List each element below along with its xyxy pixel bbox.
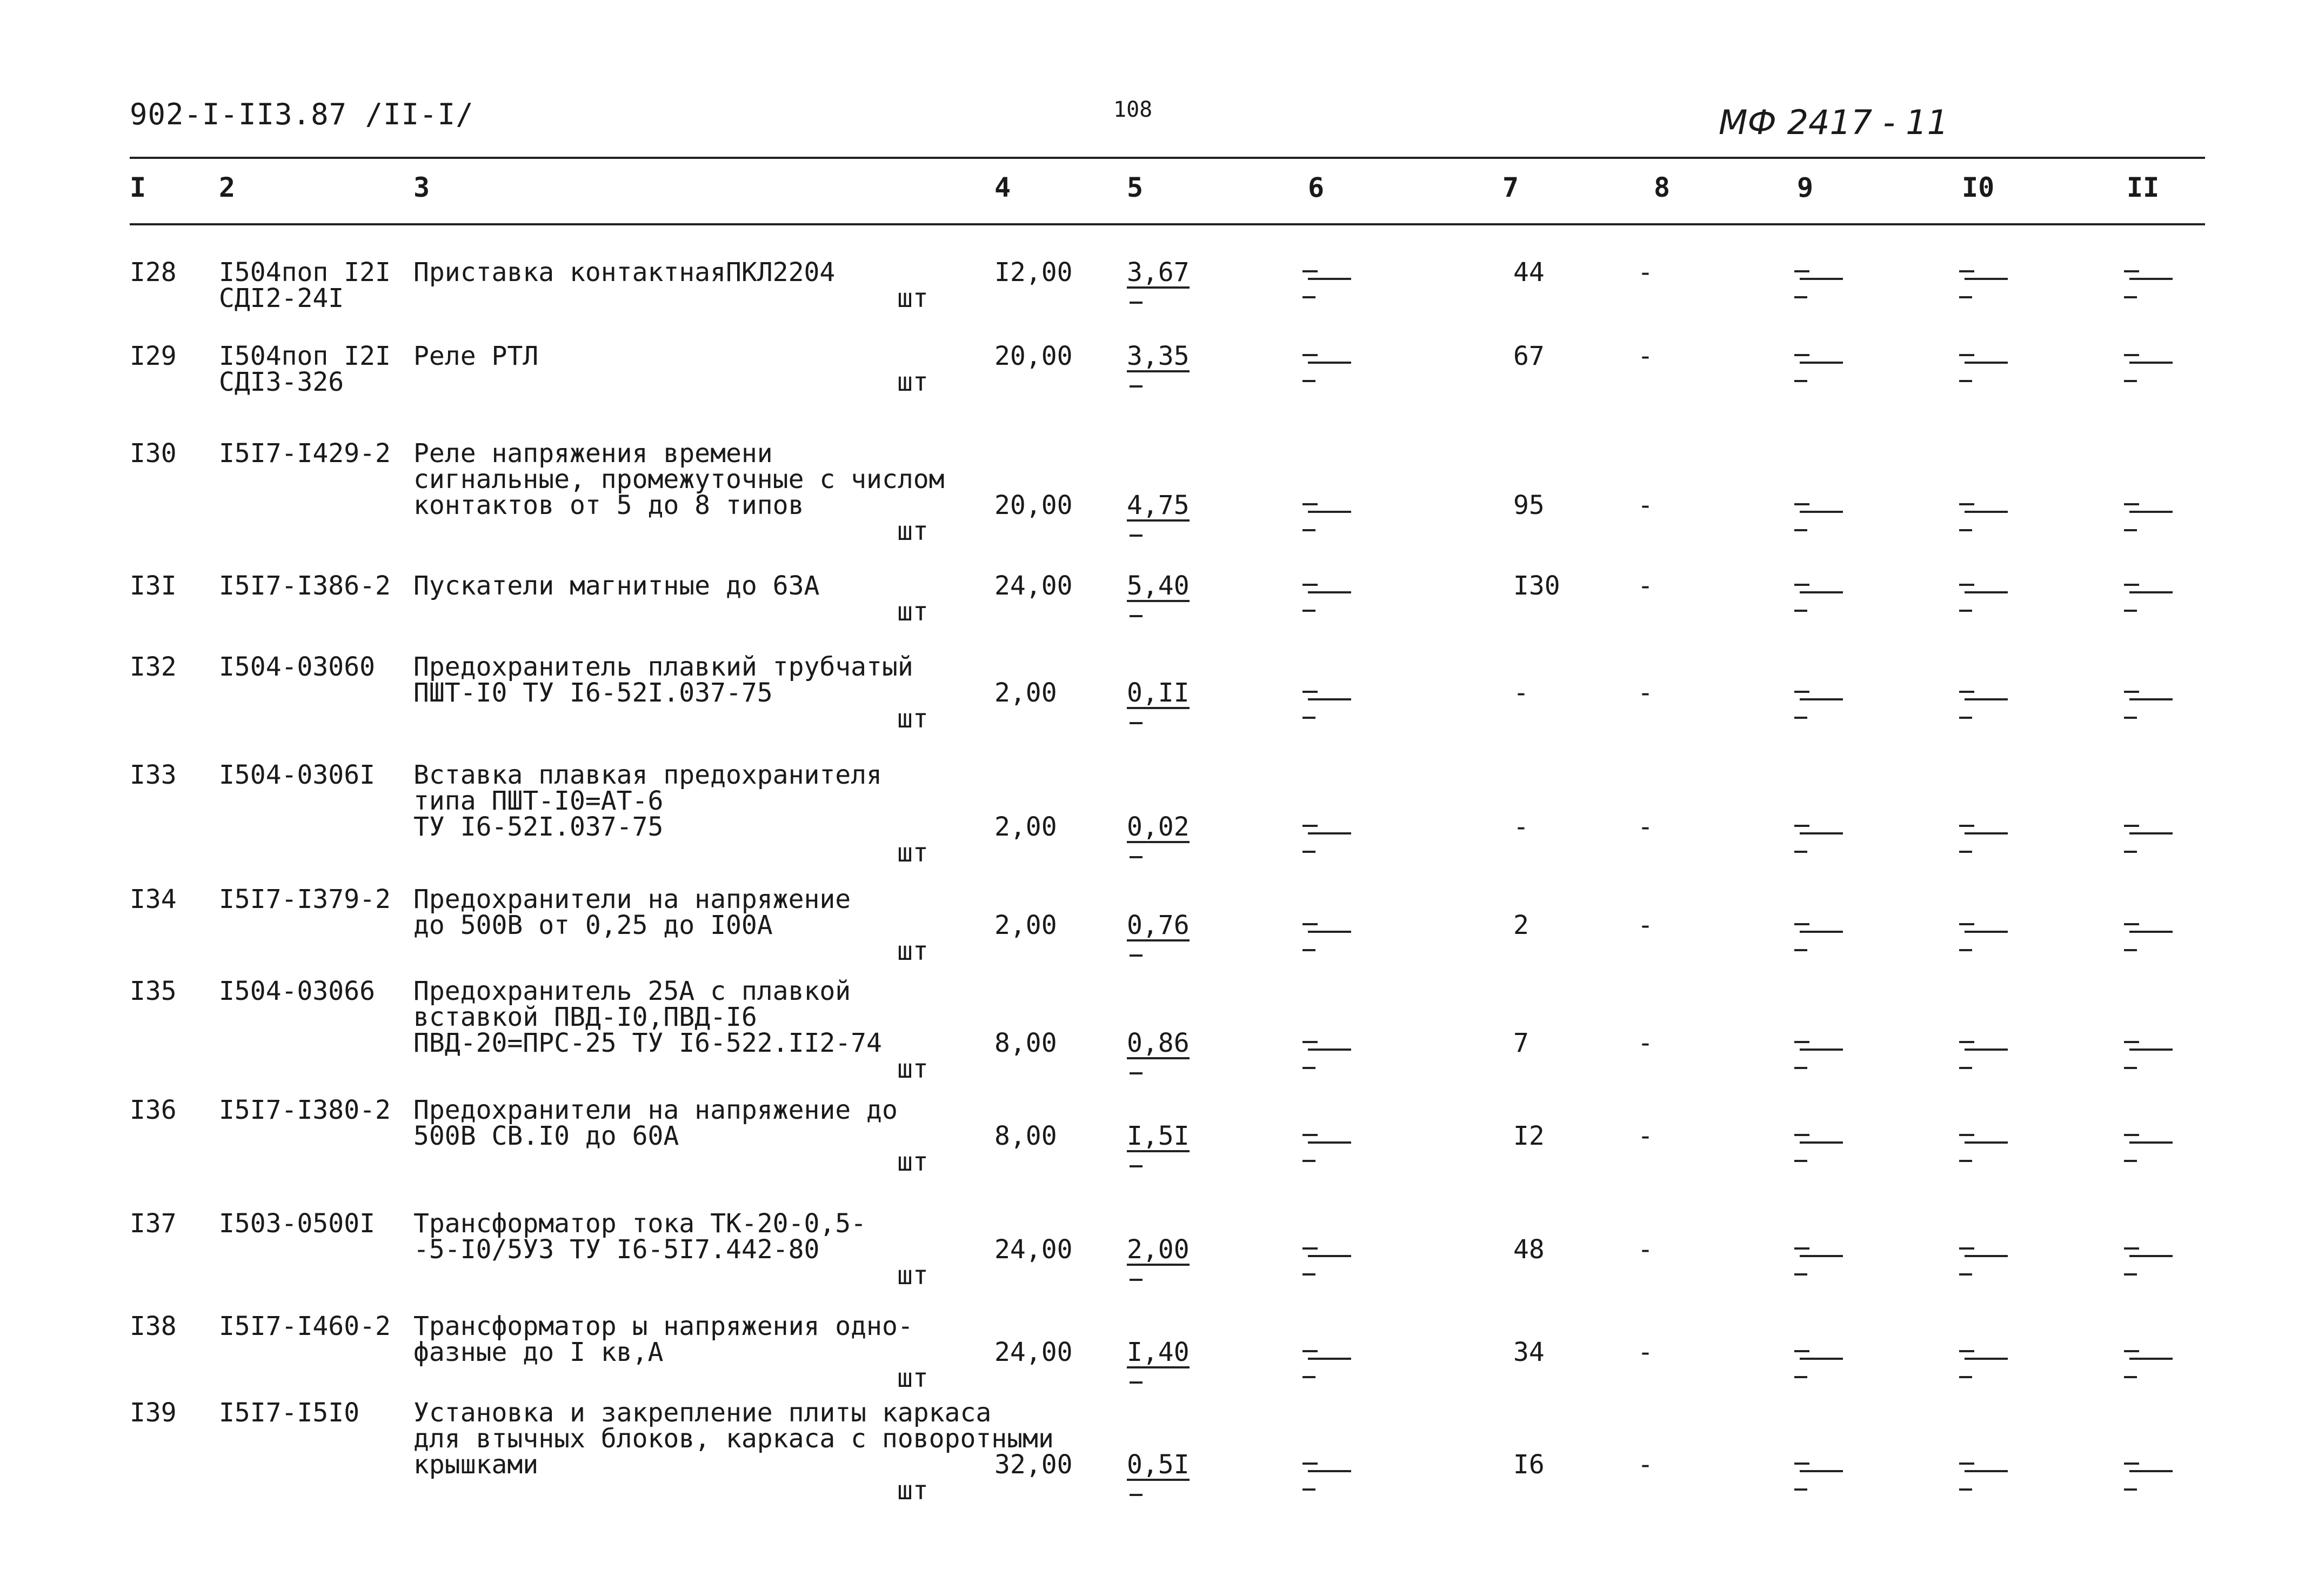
col7-value: - [1513, 812, 1529, 842]
price-subdash [1130, 722, 1143, 724]
column-header-9: 9 [1797, 172, 1814, 203]
col11-dash-mark-sub [2124, 949, 2137, 951]
col10-dash-mark-line [1965, 591, 2008, 593]
col11-dash-mark-sub [2124, 610, 2137, 612]
price-value: 3,35 [1127, 341, 1190, 371]
item-code: I504поп I2I СДI2-24I [219, 257, 391, 313]
col9-dash-mark-sub [1794, 851, 1807, 853]
col10-dash-mark-sub [1959, 1488, 1972, 1491]
col6-dash-mark-sub [1302, 610, 1315, 612]
col9-dash-mark [1794, 825, 1809, 827]
col6-dash-mark-line [1308, 362, 1351, 364]
col10-dash-mark-line [1965, 1470, 2008, 1472]
col10-dash-mark-line [1965, 1358, 2008, 1360]
col6-dash-mark-line [1308, 1255, 1351, 1257]
column-header-2: 2 [219, 172, 236, 203]
row-number: I33 [130, 760, 177, 790]
col11-dash-mark [2124, 354, 2139, 356]
col9-dash-mark-line [1800, 1141, 1843, 1144]
col9-dash-mark-sub [1794, 380, 1807, 382]
col7-value: 95 [1513, 490, 1545, 520]
col11-dash-mark-line [2129, 1141, 2173, 1144]
col6-dash-mark-line [1308, 278, 1351, 280]
col9-dash-mark-sub [1794, 1067, 1807, 1069]
row-number: I30 [130, 438, 177, 469]
item-code: I504-03060 [219, 652, 375, 682]
col11-dash-mark-line [2129, 832, 2173, 834]
row-number: I38 [130, 1311, 177, 1341]
col11-dash-mark [2124, 825, 2139, 827]
unit-label: шт [897, 516, 928, 546]
column-header-1: I [130, 172, 146, 203]
price-value: 5,40 [1127, 571, 1190, 601]
col11-dash-mark [2124, 1134, 2139, 1136]
col11-dash-mark-line [2129, 278, 2173, 280]
col10-dash-mark-sub [1959, 851, 1972, 853]
item-code: I5I7-I386-2 [219, 571, 391, 601]
row-number: I39 [130, 1398, 177, 1428]
col9-dash-mark [1794, 1134, 1809, 1136]
price-value: 0,76 [1127, 910, 1190, 940]
doc-code: 902-I-II3.87 /II-I/ [130, 97, 474, 131]
col11-dash-mark [2124, 503, 2139, 505]
col6-dash-mark [1302, 584, 1318, 586]
col10-dash-mark [1959, 1247, 1974, 1250]
unit-label: шт [897, 936, 928, 966]
item-description: Пускатели магнитные до 63А [413, 571, 820, 601]
col10-dash-mark [1959, 270, 1974, 272]
col8-dash: - [1638, 571, 1653, 601]
col10-dash-mark-sub [1959, 717, 1972, 719]
col10-dash-mark-line [1965, 832, 2008, 834]
price-value: 3,67 [1127, 257, 1190, 288]
col11-dash-mark [2124, 584, 2139, 586]
unit-label: шт [897, 1260, 928, 1291]
item-description: Реле РТЛ [413, 341, 539, 371]
item-description: Предохранители на напряжение до 500В от 0,25 до I00А [413, 884, 851, 940]
quantity-value: 8,00 [994, 1121, 1057, 1151]
col11-dash-mark-sub [2124, 1488, 2137, 1491]
price-subdash [1130, 1072, 1143, 1074]
col10-dash-mark [1959, 923, 1974, 925]
col9-dash-mark [1794, 1350, 1809, 1352]
col9-dash-mark-sub [1794, 1273, 1807, 1276]
column-header-6: 6 [1308, 172, 1325, 203]
col9-dash-mark [1794, 354, 1809, 356]
item-code: I5I7-I429-2 [219, 438, 391, 469]
item-description: Предохранитель 25А с плавкой вставкой ПВД-I0,ПВД-I6 ПВД-20=ПРС-25 ТУ I6-522.II2-74 [413, 976, 882, 1058]
col7-value: 48 [1513, 1234, 1545, 1265]
col6-dash-mark-sub [1302, 717, 1315, 719]
col10-dash-mark-line [1965, 931, 2008, 933]
price-value: 2,00 [1127, 1234, 1190, 1265]
col11-dash-mark-line [2129, 511, 2173, 513]
col7-value: 44 [1513, 257, 1545, 288]
col11-dash-mark-line [2129, 1255, 2173, 1257]
col7-value: 7 [1513, 1028, 1529, 1058]
col9-dash-mark [1794, 691, 1809, 693]
item-description: Вставка плавкая предохранителя типа ПШТ-I0=АТ-6 ТУ I6-52I.037-75 [413, 760, 882, 842]
col11-dash-mark-sub [2124, 296, 2137, 298]
unit-label: шт [897, 283, 928, 313]
top-rule [130, 157, 2205, 159]
col9-dash-mark [1794, 923, 1809, 925]
col11-dash-mark [2124, 691, 2139, 693]
col10-dash-mark-line [1965, 511, 2008, 513]
item-code: I5I7-I460-2 [219, 1311, 391, 1341]
col10-dash-mark-sub [1959, 610, 1972, 612]
col8-dash: - [1638, 812, 1653, 842]
col10-dash-mark [1959, 584, 1974, 586]
col11-dash-mark [2124, 1350, 2139, 1352]
col8-dash: - [1638, 678, 1653, 708]
column-header-8: 8 [1654, 172, 1671, 203]
quantity-value: 24,00 [994, 1337, 1073, 1367]
col9-dash-mark [1794, 1463, 1809, 1465]
price-value: 4,75 [1127, 490, 1190, 520]
item-code: I5I7-I5I0 [219, 1398, 360, 1428]
col10-dash-mark [1959, 1463, 1974, 1465]
col9-dash-mark-line [1800, 1470, 1843, 1472]
price-subdash [1130, 1279, 1143, 1281]
col11-dash-mark-line [2129, 362, 2173, 364]
col9-dash-mark-sub [1794, 296, 1807, 298]
item-code: I503-0500I [219, 1208, 375, 1239]
row-number: I3I [130, 571, 177, 601]
col8-dash: - [1638, 910, 1653, 940]
price-value: 0,5I [1127, 1450, 1190, 1480]
col7-value: 67 [1513, 341, 1545, 371]
item-code: I5I7-I380-2 [219, 1095, 391, 1125]
row-number: I34 [130, 884, 177, 914]
item-code: I504-03066 [219, 976, 375, 1006]
col10-dash-mark-sub [1959, 949, 1972, 951]
col11-dash-mark-sub [2124, 1376, 2137, 1378]
col7-value: I2 [1513, 1121, 1545, 1151]
col9-dash-mark [1794, 1041, 1809, 1043]
item-description: Трансформатор тока ТК-20-0,5- -5-I0/5УЗ ТУ I6-5I7.442-80 [413, 1208, 867, 1265]
item-description: Трансформатор ы напряжения одно- фазные до I кв,А [413, 1311, 913, 1367]
col8-dash: - [1638, 1028, 1653, 1058]
col9-dash-mark-sub [1794, 610, 1807, 612]
quantity-value: 20,00 [994, 341, 1073, 371]
col11-dash-mark [2124, 1463, 2139, 1465]
col6-dash-mark-line [1308, 832, 1351, 834]
col8-dash: - [1638, 257, 1653, 288]
col10-dash-mark-line [1965, 1141, 2008, 1144]
row-number: I29 [130, 341, 177, 371]
quantity-value: 2,00 [994, 910, 1057, 940]
col9-dash-mark-sub [1794, 1160, 1807, 1162]
col7-value: 34 [1513, 1337, 1545, 1367]
unit-label: шт [897, 1475, 928, 1506]
col6-dash-mark-line [1308, 591, 1351, 593]
item-description: Предохранители на напряжение до 500В СВ.I0 до 60А [413, 1095, 898, 1151]
col11-dash-mark-line [2129, 698, 2173, 700]
col6-dash-mark-line [1308, 1049, 1351, 1051]
row-number: I37 [130, 1208, 177, 1239]
price-value: 0,02 [1127, 812, 1190, 842]
item-description: Реле напряжения времени сигнальные, промежуточные с числом контактов от 5 до 8 типов [413, 438, 945, 520]
col11-dash-mark [2124, 270, 2139, 272]
col10-dash-mark [1959, 1134, 1974, 1136]
col7-value: 2 [1513, 910, 1529, 940]
price-subdash [1130, 535, 1143, 537]
col9-dash-mark-line [1800, 832, 1843, 834]
col11-dash-mark [2124, 923, 2139, 925]
col11-dash-mark [2124, 1247, 2139, 1250]
row-number: I32 [130, 652, 177, 682]
price-subdash [1130, 1165, 1143, 1167]
price-subdash [1130, 385, 1143, 388]
col6-dash-mark-sub [1302, 851, 1315, 853]
col9-dash-mark-line [1800, 591, 1843, 593]
col8-dash: - [1638, 1450, 1653, 1480]
col6-dash-mark [1302, 1463, 1318, 1465]
row-number: I35 [130, 976, 177, 1006]
col6-dash-mark-sub [1302, 1376, 1315, 1378]
col6-dash-mark [1302, 1247, 1318, 1250]
quantity-value: 24,00 [994, 571, 1073, 601]
row-number: I28 [130, 257, 177, 288]
col10-dash-mark-sub [1959, 1067, 1972, 1069]
price-subdash [1130, 615, 1143, 617]
col11-dash-mark-line [2129, 1049, 2173, 1051]
col6-dash-mark-sub [1302, 949, 1315, 951]
col11-dash-mark-sub [2124, 1160, 2137, 1162]
price-subdash [1130, 1494, 1143, 1496]
column-header-5: 5 [1127, 172, 1144, 203]
col6-dash-mark [1302, 503, 1318, 505]
unit-label: шт [897, 704, 928, 734]
col11-dash-mark-line [2129, 1470, 2173, 1472]
col6-dash-mark-sub [1302, 380, 1315, 382]
col6-dash-mark-line [1308, 698, 1351, 700]
col7-value: I6 [1513, 1450, 1545, 1480]
col10-dash-mark-line [1965, 1255, 2008, 1257]
quantity-value: 2,00 [994, 678, 1057, 708]
col9-dash-mark-sub [1794, 1376, 1807, 1378]
col6-dash-mark-line [1308, 1141, 1351, 1144]
col8-dash: - [1638, 1234, 1653, 1265]
col10-dash-mark [1959, 691, 1974, 693]
price-subdash [1130, 856, 1143, 858]
item-description: Предохранитель плавкий трубчатый ПШТ-I0 ТУ I6-52I.037-75 [413, 652, 913, 708]
col6-dash-mark [1302, 270, 1318, 272]
column-header-3: 3 [413, 172, 430, 203]
col10-dash-mark [1959, 1041, 1974, 1043]
column-header-10: I0 [1962, 172, 1995, 203]
col6-dash-mark [1302, 923, 1318, 925]
price-subdash [1130, 302, 1143, 304]
col10-dash-mark [1959, 503, 1974, 505]
col8-dash: - [1638, 490, 1653, 520]
price-value: 0,II [1127, 678, 1190, 708]
col11-dash-mark-line [2129, 591, 2173, 593]
col6-dash-mark-line [1308, 511, 1351, 513]
col6-dash-mark [1302, 1350, 1318, 1352]
col6-dash-mark-line [1308, 1358, 1351, 1360]
price-subdash [1130, 954, 1143, 957]
col10-dash-mark [1959, 825, 1974, 827]
page-number: 108 [1113, 97, 1153, 122]
col6-dash-mark [1302, 354, 1318, 356]
col8-dash: - [1638, 341, 1653, 371]
col9-dash-mark-line [1800, 511, 1843, 513]
col9-dash-mark [1794, 584, 1809, 586]
col9-dash-mark-sub [1794, 717, 1807, 719]
row-number: I36 [130, 1095, 177, 1125]
col9-dash-mark-line [1800, 278, 1843, 280]
col11-dash-mark-sub [2124, 851, 2137, 853]
col10-dash-mark [1959, 1350, 1974, 1352]
col6-dash-mark [1302, 1041, 1318, 1043]
item-description: Установка и закрепление плиты каркаса для втычных блоков, каркаса с поворотными крышками [413, 1398, 1054, 1480]
col6-dash-mark-sub [1302, 1160, 1315, 1162]
col6-dash-mark-sub [1302, 296, 1315, 298]
col6-dash-mark-sub [1302, 1067, 1315, 1069]
col11-dash-mark-sub [2124, 380, 2137, 382]
col6-dash-mark [1302, 825, 1318, 827]
col6-dash-mark-sub [1302, 1273, 1315, 1276]
item-code: I5I7-I379-2 [219, 884, 391, 914]
col7-value: I30 [1513, 571, 1560, 601]
col9-dash-mark-line [1800, 1049, 1843, 1051]
col9-dash-mark-line [1800, 1255, 1843, 1257]
item-code: I504-0306I [219, 760, 375, 790]
item-code: I504поп I2I СДI3-326 [219, 341, 391, 397]
col10-dash-mark-sub [1959, 1273, 1972, 1276]
unit-label: шт [897, 1147, 928, 1177]
column-header-4: 4 [994, 172, 1011, 203]
col6-dash-mark-sub [1302, 1488, 1315, 1491]
col10-dash-mark-sub [1959, 1376, 1972, 1378]
handwritten-reference: МФ 2417 - 11 [1719, 103, 1949, 142]
quantity-value: 2,00 [994, 812, 1057, 842]
col11-dash-mark-sub [2124, 529, 2137, 531]
quantity-value: 32,00 [994, 1450, 1073, 1480]
col9-dash-mark-sub [1794, 949, 1807, 951]
unit-label: шт [897, 597, 928, 627]
column-header-11: II [2127, 172, 2160, 203]
col10-dash-mark-line [1965, 1049, 2008, 1051]
col10-dash-mark-sub [1959, 529, 1972, 531]
unit-label: шт [897, 367, 928, 397]
col6-dash-mark-line [1308, 931, 1351, 933]
price-subdash [1130, 1381, 1143, 1384]
unit-label: шт [897, 1363, 928, 1393]
col9-dash-mark-line [1800, 362, 1843, 364]
col10-dash-mark [1959, 354, 1974, 356]
col6-dash-mark [1302, 1134, 1318, 1136]
col9-dash-mark [1794, 503, 1809, 505]
col6-dash-mark-sub [1302, 529, 1315, 531]
col10-dash-mark-sub [1959, 380, 1972, 382]
col9-dash-mark-line [1800, 1358, 1843, 1360]
col11-dash-mark-sub [2124, 1273, 2137, 1276]
col11-dash-mark-sub [2124, 1067, 2137, 1069]
price-value: 0,86 [1127, 1028, 1190, 1058]
item-description: Приставка контактнаяПКЛ2204 [413, 257, 836, 288]
col11-dash-mark-line [2129, 931, 2173, 933]
col9-dash-mark-line [1800, 698, 1843, 700]
unit-label: шт [897, 838, 928, 868]
col10-dash-mark-line [1965, 362, 2008, 364]
quantity-value: I2,00 [994, 257, 1073, 288]
col6-dash-mark-line [1308, 1470, 1351, 1472]
col11-dash-mark-line [2129, 1358, 2173, 1360]
quantity-value: 24,00 [994, 1234, 1073, 1265]
col11-dash-mark [2124, 1041, 2139, 1043]
col9-dash-mark [1794, 1247, 1809, 1250]
unit-label: шт [897, 1054, 928, 1084]
col10-dash-mark-sub [1959, 296, 1972, 298]
col8-dash: - [1638, 1337, 1653, 1367]
col8-dash: - [1638, 1121, 1653, 1151]
header-rule [130, 223, 2205, 225]
col10-dash-mark-line [1965, 698, 2008, 700]
column-header-7: 7 [1502, 172, 1519, 203]
price-value: I,5I [1127, 1121, 1190, 1151]
quantity-value: 8,00 [994, 1028, 1057, 1058]
col9-dash-mark-line [1800, 931, 1843, 933]
col9-dash-mark-sub [1794, 1488, 1807, 1491]
col10-dash-mark-line [1965, 278, 2008, 280]
col9-dash-mark [1794, 270, 1809, 272]
col9-dash-mark-sub [1794, 529, 1807, 531]
price-value: I,40 [1127, 1337, 1190, 1367]
col11-dash-mark-sub [2124, 717, 2137, 719]
col6-dash-mark [1302, 691, 1318, 693]
col7-value: - [1513, 678, 1529, 708]
quantity-value: 20,00 [994, 490, 1073, 520]
col10-dash-mark-sub [1959, 1160, 1972, 1162]
